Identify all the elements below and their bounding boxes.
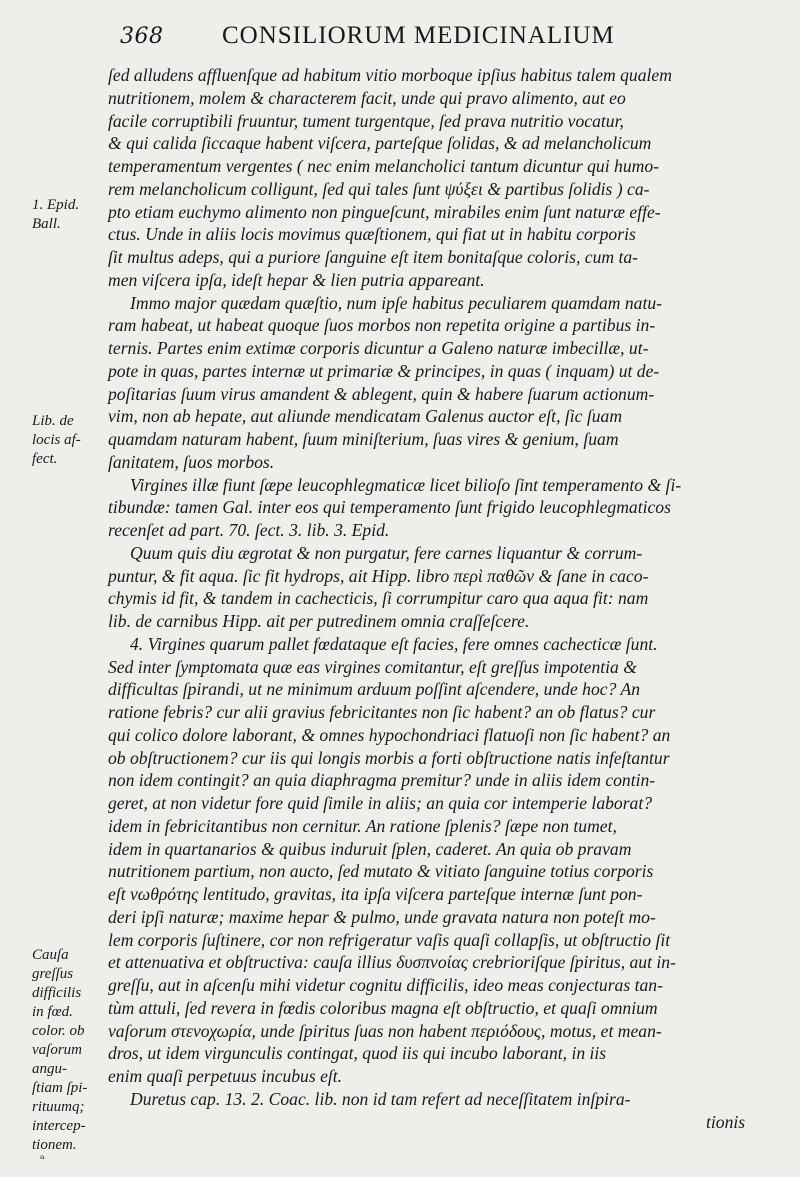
text-line: tibundæ: tamen Gal. inter eos qui temperamento ſunt frigido leucophlegmaticos xyxy=(108,497,671,518)
text-line: vaſorum στενοχωρία, unde ſpiritus ſuas non habent περιόδους, motus, et mean- xyxy=(108,1020,662,1041)
text-line: puntur, & fit aqua. ſic fit hydrops, ait Hipp. libro περὶ παθῶν & ſane in caco- xyxy=(108,565,649,586)
margin-note-line: Lib. de xyxy=(32,413,74,429)
text-line: lib. de carnibus Hipp. ait per putredinem omnia craſſeſcere. xyxy=(108,611,530,631)
page-header xyxy=(0,18,800,58)
text-line: ſit multus adeps, qui a puriore ſanguine eſt item bonitaſque coloris, cum ta- xyxy=(108,247,639,267)
text-line: difficultas ſpirandi, ut ne minimum arduum poſſint aſcendere, unde hoc? An xyxy=(108,679,640,700)
text-line: Duretus cap. 13. 2. Coac. lib. non id tam refert ad neceſſitatem inſpira- xyxy=(130,1088,631,1109)
text-line: pto etiam euchymo alimento non pingueſcunt, mirabiles enim ſunt naturæ effe- xyxy=(108,201,661,222)
margin-note-line: angu- xyxy=(32,1061,67,1077)
text-line: Sed inter ſymptomata quæ eas virgines comitantur, eſt greſſus impotentia & xyxy=(108,656,637,677)
text-line: nutritionem partium, non aucto, ſed mutato & vitiato ſanguine totius corporis xyxy=(108,861,654,882)
margin-note-line: Ball. xyxy=(32,216,61,232)
text-line: ternis. Partes enim extimæ corporis dicuntur a Galeno naturæ imbecillæ, ut- xyxy=(108,338,649,358)
text-line: facile corruptibili fruuntur, tument turgentque, ſed prava nutritio vocatur, xyxy=(108,110,624,131)
text-line: enim quaſi perpetuus incubus eſt. xyxy=(108,1066,343,1086)
text-line: poſitarias ſuum virus amandent & ablegent, quin & habere ſuarum actionum- xyxy=(108,383,655,404)
text-line: ratione febris? cur alii gravius febricitantes non ſic habent? an ob flatus? cur xyxy=(108,702,656,722)
text-line: chymis id fit, & tandem in cachecticis, ſi corrumpitur caro qua aqua fit: nam xyxy=(108,588,649,609)
text-line: deri ipſi naturæ; maxime hepar & pulmo, unde gravata natura non poteſt mo- xyxy=(108,906,656,927)
margin-note-line: locis af- xyxy=(32,432,81,448)
text-line: vim, non ab hepate, aut aliunde mendicatam Galenus auctor eſt, ſic ſuam xyxy=(108,406,623,427)
text-line: dros, ut idem virgunculis contingat, quod iis qui incubo laborant, in iis xyxy=(108,1043,607,1064)
margin-note-line: color. ob xyxy=(32,1023,85,1039)
margin-note-line: rituumq; xyxy=(32,1099,85,1115)
text-line: ſed alludens affluenſque ad habitum vitio morboque ipſius habitus talem qualem xyxy=(108,65,672,85)
text-line: tùm attuli, ſed revera in fœdis coloribus magna eſt obſtructio, et quaſi omnium xyxy=(108,997,658,1018)
margin-note-line: Cauſa xyxy=(32,947,69,963)
text-line: Quum quis diu ægrotat & non purgatur, fere carnes liquantur & corrum- xyxy=(130,542,643,563)
margin-note-epid xyxy=(32,196,79,234)
text-line: ram habeat, ut habeat quoque ſuos morbos non repetita origine a partibus in- xyxy=(108,315,656,336)
text-line: idem in febricitantibus non cernitur. An ratione ſplenis? ſæpe non tumet, xyxy=(108,815,617,836)
margin-note-line: ſtiam ſpi- xyxy=(32,1080,88,1096)
text-line: & qui calida ſiccaque habent viſcera, parteſque ſolidas, & ad melancholicum xyxy=(108,133,652,154)
body-text xyxy=(108,64,776,1133)
text-line: pote in quas, partes internæ ut primariæ & principes, in quas ( inquam) ut de- xyxy=(108,360,660,381)
margin-note-causa-gressus xyxy=(32,946,87,1155)
text-line: recenſet ad part. 70. ſect. 3. lib. 3. Epid. xyxy=(108,520,390,540)
text-line: greſſu, aut in aſcenſu mihi videtur cognitu difficilis, ideo meas conjecturas tan- xyxy=(108,975,663,995)
margin-note-line: 1. Epid. xyxy=(32,197,80,213)
text-line: ctus. Unde in aliis locis movimus quæſtionem, qui fiat ut in habitu corporis xyxy=(108,224,636,245)
catchword: tionis xyxy=(706,1111,746,1132)
text-line: ob obſtructionem? cur iis qui longis morbis a forti obſtructione natis infeſtantur xyxy=(108,747,670,768)
text-line: et attenuativa et obſtructiva: cauſa illius δυσπνοίας crebrioriſque ſpiritus, aut in- xyxy=(108,952,676,973)
margin-note-line: vaſorum xyxy=(32,1042,82,1058)
text-line: 4. Virgines quarum pallet fœdataque eſt facies, fere omnes cachecticæ ſunt. xyxy=(130,633,658,654)
text-line: quamdam naturam habent, ſuum miniſterium, ſuas vires & genium, ſuam xyxy=(108,429,619,449)
margin-note-line: difficilis xyxy=(32,985,82,1001)
footer-mark: ᵃ xyxy=(40,1152,45,1166)
margin-note-line: in fœd. xyxy=(32,1004,73,1020)
text-line: geret, at non videtur fore quid ſimile in aliis; an quia cor intemperie laborat? xyxy=(108,793,653,813)
margin-note-line: greſſus xyxy=(32,966,74,982)
text-line: ſanitatem, ſuos morbos. xyxy=(108,451,275,472)
text-line: Virgines illæ fiunt ſæpe leucophlegmaticæ licet bilioſo ſint temperamento & ſi- xyxy=(130,474,682,495)
text-line: Immo major quædam quæſtio, num ipſe habitus peculiarem quamdam natu- xyxy=(130,292,663,313)
text-line: eſt νωθρότης lentitudo, gravitas, ita ipſa viſcera parteſque internæ ſunt pon- xyxy=(108,884,643,904)
margin-note-line: tionem. xyxy=(32,1137,77,1153)
margin-note-line: intercep- xyxy=(32,1118,86,1134)
text-line: men viſcera ipſa, ideſt hepar & lien putria appareant. xyxy=(108,269,485,290)
page-number: 368 xyxy=(120,24,164,49)
text-line: idem in quartanarios & quibus induruit ſplen, caderet. An quia ob pravam xyxy=(108,838,632,859)
text-line: rem melancholicum colligunt, ſed qui tales ſunt ψύξει & partibus ſolidis ) ca- xyxy=(108,178,650,199)
margin-note-locis-affect xyxy=(32,412,81,469)
margin-note-line: fect. xyxy=(32,451,58,467)
text-line: non idem contingit? an quia diaphragma premitur? unde in aliis idem contin- xyxy=(108,770,656,791)
text-line: temperamentum vergentes ( nec enim melancholici tantum dicuntur qui humo- xyxy=(108,156,659,176)
text-line: qui colico dolore laborant, & omnes hypochondriaci flatuoſi non ſic habent? an xyxy=(108,724,671,745)
running-head: CONSILIORUM MEDICINALIUM xyxy=(222,22,615,49)
text-line: lem corporis ſuſtinere, cor non refrigeratur vaſis quaſi collapſis, ut obſtructio ſit xyxy=(108,929,671,950)
text-line: nutritionem, molem & characterem facit, unde qui pravo alimento, aut eo xyxy=(108,87,626,108)
